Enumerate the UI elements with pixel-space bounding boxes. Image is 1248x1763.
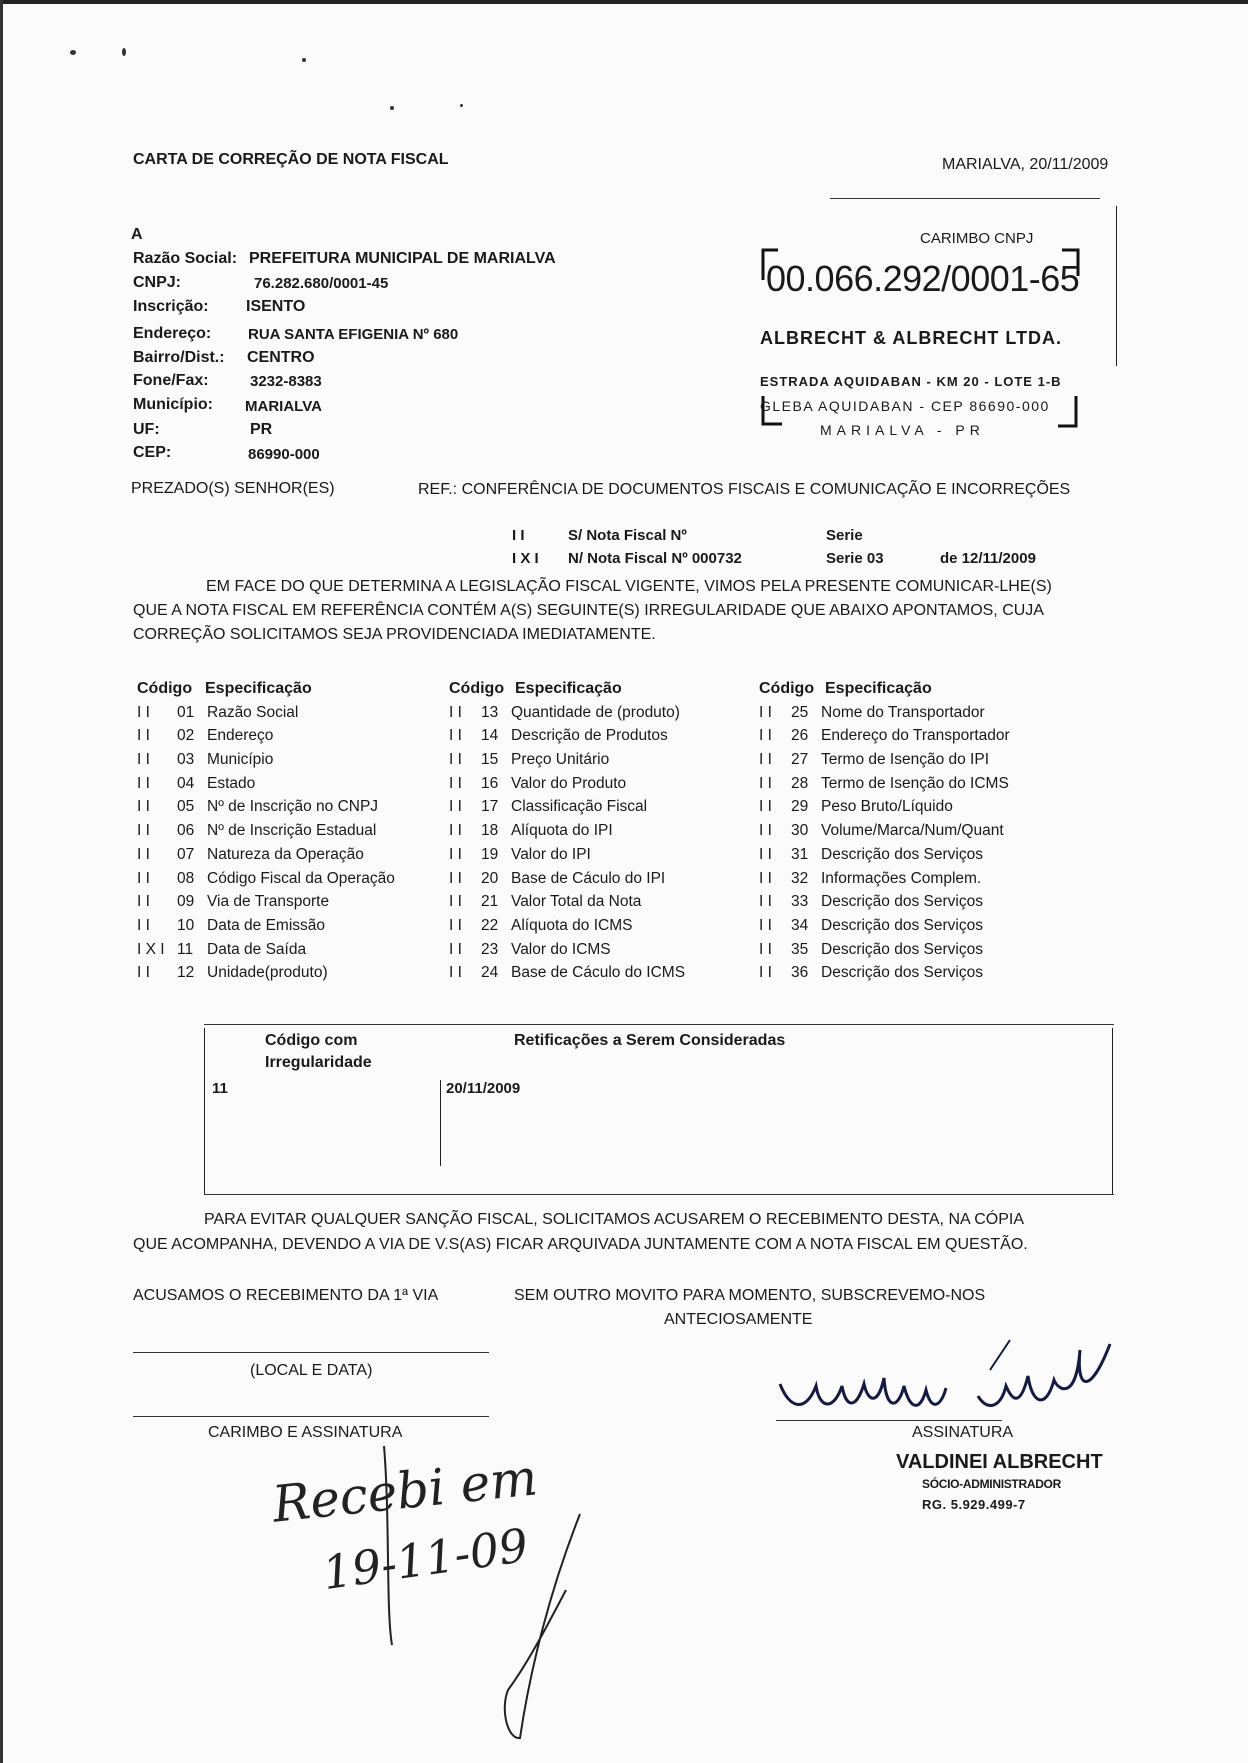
- code-spec: Endereço do Transportador: [821, 727, 1010, 745]
- scan-speck: [70, 50, 76, 55]
- code-mark: I I: [759, 964, 772, 982]
- code-mark: I I: [449, 703, 462, 721]
- code-spec: Classificação Fiscal: [511, 798, 648, 816]
- code-number: 22: [481, 916, 499, 934]
- code-row: [449, 890, 739, 914]
- code-row: [137, 961, 427, 985]
- code-mark: I I: [137, 774, 150, 792]
- stamp-address-line-1: ESTRADA AQUIDABAN - KM 20 - LOTE 1-B: [760, 374, 1062, 389]
- code-mark: I I: [449, 727, 462, 745]
- recipient-label: CEP:: [133, 444, 172, 461]
- code-spec: Descrição dos Serviços: [821, 893, 983, 911]
- code-mark: I I: [759, 798, 772, 816]
- nota-label: N/ Nota Fiscal Nº 000732: [568, 550, 742, 567]
- date-rule: [830, 198, 1100, 199]
- code-row: [449, 914, 739, 938]
- code-number: 07: [177, 845, 195, 863]
- code-mark: I I: [137, 893, 150, 911]
- code-spec: Via de Transporte: [207, 893, 330, 911]
- code-row: [759, 914, 1059, 938]
- code-mark: I I: [449, 751, 462, 769]
- code-spec: Razão Social: [207, 703, 299, 721]
- stamp-address-line-3: MARIALVA - PR: [820, 422, 985, 438]
- nota-label: S/ Nota Fiscal Nº: [568, 527, 687, 544]
- code-number: 34: [791, 916, 809, 934]
- code-number: 35: [791, 940, 809, 958]
- code-row: [449, 961, 739, 985]
- code-mark: I I: [449, 822, 462, 840]
- code-number: 20: [481, 869, 499, 887]
- code-mark: I X I: [137, 940, 165, 958]
- handwritten-received: Recebi em: [269, 1448, 541, 1534]
- code-mark: I I: [137, 798, 150, 816]
- local-date-label: (LOCAL E DATA): [250, 1362, 373, 1379]
- code-number: 08: [177, 869, 195, 887]
- codes-header-spec: Especificação: [205, 680, 312, 697]
- place-date: MARIALVA, 20/11/2009: [942, 156, 1109, 173]
- code-spec: Termo de Isenção do IPI: [821, 751, 990, 769]
- code-number: 01: [177, 703, 195, 721]
- code-number: 09: [177, 893, 195, 911]
- code-spec: Base de Cáculo do IPI: [511, 869, 666, 887]
- sender-closing-2: ANTECIOSAMENTE: [664, 1311, 813, 1328]
- code-row: [759, 748, 1059, 772]
- to-label: A: [131, 226, 143, 243]
- recipient-value: PR: [250, 421, 273, 438]
- code-row: [137, 701, 427, 725]
- intro-line: QUE A NOTA FISCAL EM REFERÊNCIA CONTÉM A(S) SEGUINTE(S) IRREGULARIDADE QUE ABAIXO APONTAMOS, CUJA: [133, 602, 1044, 619]
- code-row: [449, 724, 739, 748]
- codes-header-spec: Especificação: [825, 680, 932, 697]
- code-row: [137, 843, 427, 867]
- code-spec: Valor do IPI: [511, 845, 591, 863]
- code-mark: I I: [137, 703, 150, 721]
- code-number: 11: [177, 940, 194, 958]
- scan-edge-left: [0, 0, 3, 1763]
- reference: REF.: CONFERÊNCIA DE DOCUMENTOS FISCAIS E COMUNICAÇÃO E INCORREÇÕES: [418, 481, 1071, 498]
- recipient-label: UF:: [133, 421, 160, 438]
- signature-line: [776, 1420, 1002, 1421]
- code-row: [137, 724, 427, 748]
- code-row: [449, 795, 739, 819]
- code-mark: I I: [759, 727, 772, 745]
- code-row: [137, 867, 427, 891]
- scan-speck: [390, 106, 394, 110]
- code-number: 14: [481, 727, 499, 745]
- code-row: [137, 748, 427, 772]
- code-spec: Termo de Isenção do ICMS: [821, 774, 1009, 792]
- recipient-label: Razão Social:: [133, 250, 238, 267]
- code-mark: I I: [759, 703, 772, 721]
- code-mark: I I: [759, 774, 772, 792]
- recipient-value: RUA SANTA EFIGENIA Nº 680: [248, 326, 459, 343]
- code-spec: Informações Complem.: [821, 869, 982, 887]
- code-spec: Descrição dos Serviços: [821, 940, 983, 958]
- code-number: 28: [791, 774, 809, 792]
- handwritten-initial-mark: [380, 1440, 620, 1760]
- code-row: [759, 938, 1059, 962]
- code-spec: Município: [207, 751, 274, 769]
- code-mark: I I: [759, 845, 772, 863]
- recipient-label: Fone/Fax:: [133, 372, 209, 389]
- code-row: [759, 961, 1059, 985]
- stamp-signature-label: CARIMBO E ASSINATURA: [208, 1424, 403, 1441]
- code-row: [449, 938, 739, 962]
- margin-dash-line: [1116, 206, 1117, 366]
- code-number: 30: [791, 822, 809, 840]
- sender-closing-1: SEM OUTRO MOVITO PARA MOMENTO, SUBSCREVEMO-NOS: [514, 1287, 986, 1304]
- recipient-value: PREFEITURA MUNICIPAL DE MARIALVA: [249, 250, 556, 267]
- code-spec: Nome do Transportador: [821, 703, 985, 721]
- stamp-address-line-2: GLEBA AQUIDABAN - CEP 86690-000: [760, 398, 1050, 414]
- retif-code-value: 11: [212, 1080, 228, 1097]
- code-mark: I I: [759, 822, 772, 840]
- codes-header-code: Código: [449, 680, 505, 697]
- intro-line: EM FACE DO QUE DETERMINA A LEGISLAÇÃO FISCAL VIGENTE, VIMOS PELA PRESENTE COMUNICAR-LHE(S): [206, 578, 1052, 595]
- code-row: [759, 701, 1059, 725]
- retif-code-header-2: Irregularidade: [265, 1054, 372, 1071]
- code-row: [449, 772, 739, 796]
- code-row: [137, 914, 427, 938]
- intro-line: CORREÇÃO SOLICITAMOS SEJA PROVIDENCIADA IMEDIATAMENTE.: [133, 626, 656, 643]
- code-mark: I I: [449, 798, 462, 816]
- codes-header-code: Código: [759, 680, 815, 697]
- code-row: [449, 819, 739, 843]
- recipient-label: Bairro/Dist.:: [133, 349, 225, 366]
- code-number: 23: [481, 940, 499, 958]
- recipient-label: Inscrição:: [133, 298, 209, 315]
- code-number: 21: [481, 893, 499, 911]
- receipt-ack: ACUSAMOS O RECEBIMENTO DA 1ª VIA: [133, 1287, 439, 1304]
- closing-line: PARA EVITAR QUALQUER SANÇÃO FISCAL, SOLICITAMOS ACUSAREM O RECEBIMENTO DESTA, NA CÓPIA: [204, 1211, 1025, 1228]
- code-mark: I I: [137, 727, 150, 745]
- code-spec: Valor do ICMS: [511, 940, 611, 958]
- code-mark: I I: [759, 869, 772, 887]
- code-spec: Estado: [207, 774, 256, 792]
- nota-mark: I X I: [512, 550, 539, 567]
- code-spec: Preço Unitário: [511, 751, 610, 769]
- code-spec: Alíquota do ICMS: [511, 916, 633, 934]
- recipient-value: 86990-000: [248, 446, 320, 463]
- stamp-cnpj: 00.066.292/0001-65: [766, 258, 1080, 299]
- code-mark: I I: [759, 940, 772, 958]
- code-mark: I I: [449, 916, 462, 934]
- code-spec: Natureza da Operação: [207, 845, 364, 863]
- code-number: 24: [481, 964, 499, 982]
- code-number: 18: [481, 822, 499, 840]
- code-spec: Base de Cáculo do ICMS: [511, 964, 686, 982]
- code-spec: Descrição de Produtos: [511, 727, 668, 745]
- code-spec: Alíquota do IPI: [511, 822, 613, 840]
- code-number: 16: [481, 774, 499, 792]
- code-spec: Data de Emissão: [207, 916, 326, 934]
- scan-speck: [122, 48, 126, 56]
- code-mark: I I: [759, 916, 772, 934]
- code-number: 02: [177, 727, 195, 745]
- code-number: 15: [481, 751, 499, 769]
- code-number: 31: [791, 845, 809, 863]
- code-row: [449, 748, 739, 772]
- code-mark: I I: [137, 751, 150, 769]
- code-number: 25: [791, 703, 809, 721]
- code-row: [449, 867, 739, 891]
- code-row: [759, 819, 1059, 843]
- code-number: 04: [177, 774, 195, 792]
- code-number: 03: [177, 751, 195, 769]
- code-row: [759, 867, 1059, 891]
- signer-name: VALDINEI ALBRECHT: [896, 1451, 1103, 1473]
- code-mark: I I: [449, 845, 462, 863]
- code-spec: Quantidade de (produto): [511, 703, 680, 721]
- retif-right-dash: [1112, 1028, 1113, 1194]
- code-spec: Código Fiscal da Operação: [207, 869, 395, 887]
- code-number: 05: [177, 798, 195, 816]
- handwritten-date: 19-11-09: [319, 1517, 532, 1601]
- code-number: 32: [791, 869, 809, 887]
- code-spec: Endereço: [207, 727, 274, 745]
- retif-left-dash: [204, 1028, 205, 1194]
- code-number: 06: [177, 822, 195, 840]
- signature: [760, 1330, 1140, 1426]
- code-row: [449, 701, 739, 725]
- code-mark: I I: [137, 916, 150, 934]
- retif-code-header: Código com: [265, 1032, 358, 1049]
- nota-mark: I I: [512, 527, 525, 544]
- code-mark: I I: [137, 845, 150, 863]
- codes-header-spec: Especificação: [515, 680, 622, 697]
- stamp-signature-line: [133, 1416, 489, 1417]
- recipient-value: 3232-8383: [250, 373, 322, 390]
- code-spec: Unidade(produto): [207, 964, 328, 982]
- code-spec: Nº de Inscrição Estadual: [207, 822, 377, 840]
- recipient-value: ISENTO: [246, 298, 306, 315]
- codes-column-3: [759, 677, 1059, 985]
- code-row: [137, 890, 427, 914]
- code-number: 29: [791, 798, 809, 816]
- scan-speck: [302, 58, 306, 62]
- codes-header-code: Código: [137, 680, 193, 697]
- codes-column-1: [137, 677, 427, 985]
- nota-serie: Serie: [826, 527, 863, 544]
- code-mark: I I: [449, 774, 462, 792]
- code-spec: Valor Total da Nota: [511, 893, 642, 911]
- code-row: [759, 772, 1059, 796]
- code-row: [137, 772, 427, 796]
- recipient-label: Município:: [133, 396, 213, 413]
- scan-edge-top: [0, 0, 1248, 4]
- code-row: [759, 843, 1059, 867]
- local-date-line: [133, 1352, 489, 1353]
- stamp-title: CARIMBO CNPJ: [920, 230, 1034, 247]
- closing-line: QUE ACOMPANHA, DEVENDO A VIA DE V.S(AS) FICAR ARQUIVADA JUNTAMENTE COM A NOTA FISCAL EM QUESTÃO.: [133, 1236, 1028, 1253]
- retif-value: 20/11/2009: [446, 1080, 521, 1097]
- code-spec: Volume/Marca/Num/Quant: [821, 822, 1004, 840]
- signer-role: SÓCIO-ADMINISTRADOR: [922, 1477, 1061, 1491]
- code-mark: I I: [137, 869, 150, 887]
- code-mark: I I: [137, 822, 150, 840]
- cnpj-stamp: [760, 218, 1100, 452]
- code-row: [759, 890, 1059, 914]
- code-number: 36: [791, 964, 809, 982]
- code-number: 13: [481, 703, 499, 721]
- retif-top-rule: [204, 1024, 1114, 1025]
- code-spec: Valor do Produto: [511, 774, 627, 792]
- code-number: 10: [177, 916, 195, 934]
- code-mark: I I: [449, 964, 462, 982]
- nota-date: de 12/11/2009: [940, 550, 1036, 567]
- scan-speck: [460, 104, 463, 107]
- code-spec: Descrição dos Serviços: [821, 845, 983, 863]
- greeting: PREZADO(S) SENHOR(ES): [131, 480, 335, 497]
- recipient-value: MARIALVA: [245, 398, 322, 415]
- signer-rg: RG. 5.929.499-7: [922, 1497, 1026, 1512]
- nota-serie: Serie 03: [826, 550, 884, 567]
- code-mark: I I: [449, 940, 462, 958]
- retif-header: Retificações a Serem Consideradas: [514, 1032, 786, 1049]
- code-number: 12: [177, 964, 195, 982]
- code-number: 27: [791, 751, 809, 769]
- retif-bottom-rule: [204, 1194, 1114, 1195]
- code-spec: Descrição dos Serviços: [821, 916, 983, 934]
- codes-column-2: [449, 677, 739, 985]
- recipient-label: CNPJ:: [133, 274, 182, 291]
- recipient-label: Endereço:: [133, 325, 212, 342]
- code-mark: I I: [137, 964, 150, 982]
- code-row: [137, 795, 427, 819]
- recipient-value: 76.282.680/0001-45: [254, 275, 389, 292]
- code-mark: I I: [759, 893, 772, 911]
- document-title: CARTA DE CORREÇÃO DE NOTA FISCAL: [133, 151, 449, 168]
- code-number: 33: [791, 893, 809, 911]
- code-spec: Nº de Inscrição no CNPJ: [207, 798, 379, 816]
- code-row: [759, 724, 1059, 748]
- code-row: [449, 843, 739, 867]
- code-mark: I I: [449, 869, 462, 887]
- code-mark: I I: [449, 893, 462, 911]
- code-number: 19: [481, 845, 499, 863]
- recipient-value: CENTRO: [247, 349, 315, 366]
- code-mark: I I: [759, 751, 772, 769]
- code-row: [137, 938, 427, 962]
- code-spec: Peso Bruto/Líquido: [821, 798, 953, 816]
- code-number: 17: [481, 798, 499, 816]
- code-spec: Data de Saída: [207, 940, 307, 958]
- code-row: [137, 819, 427, 843]
- signature-label: ASSINATURA: [912, 1424, 1014, 1441]
- retif-mid-dash: [440, 1080, 441, 1166]
- code-number: 26: [791, 727, 809, 745]
- stamp-company: ALBRECHT & ALBRECHT LTDA.: [760, 328, 1062, 348]
- code-spec: Descrição dos Serviços: [821, 964, 983, 982]
- code-row: [759, 795, 1059, 819]
